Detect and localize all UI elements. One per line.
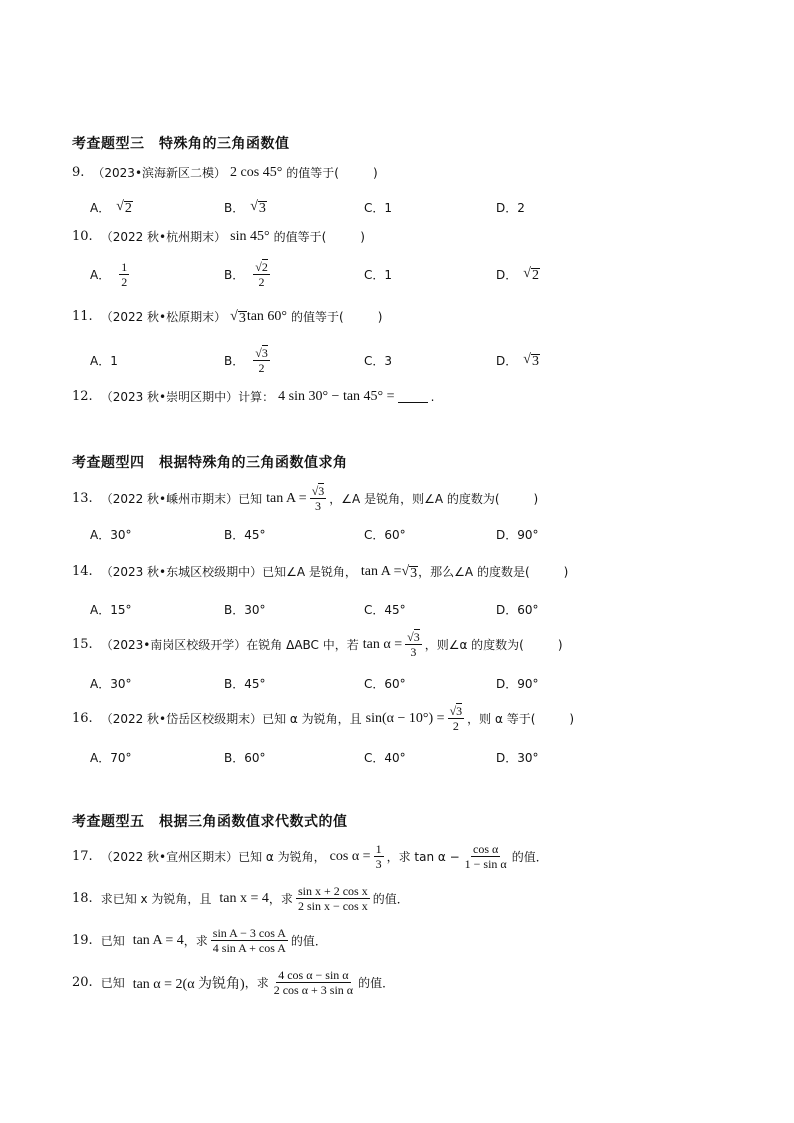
math-expression: tan 60° xyxy=(246,308,288,324)
section-title-4: 考查题型四 根据特殊角的三角函数值求角 xyxy=(72,455,348,471)
question-source: （2022 秋•宣州区期末）已知 α 为锐角， xyxy=(100,850,326,864)
option-d: D．30° xyxy=(496,750,539,765)
option-b: B．45° xyxy=(224,676,266,691)
math-expression: tan x = 4 xyxy=(219,890,269,906)
question-text: ，求 xyxy=(268,892,293,906)
option-a: A．1 xyxy=(90,353,118,368)
question-number: 16. xyxy=(72,711,93,726)
question-14 xyxy=(72,563,568,580)
sqrt: √ 3 xyxy=(401,563,418,581)
option-d: D．60° xyxy=(496,602,539,617)
question-text: ，∠A 是锐角，则∠A 的度数为( xyxy=(329,492,500,506)
option-b: B． $\frac{√2}{2}$ xyxy=(224,259,268,289)
question-text: 的值等于( xyxy=(286,166,339,180)
option-d: D． √ 2 xyxy=(496,266,539,283)
option-c: C．40° xyxy=(364,750,406,765)
fraction: $\frac{√3}{3}$ xyxy=(407,630,420,659)
section-title-3: 考查题型三 特殊角的三角函数值 xyxy=(72,136,290,152)
question-text: ，求 tan α − xyxy=(386,850,460,864)
math-expression: tan A = xyxy=(266,490,307,506)
option-a: A．30° xyxy=(90,676,132,691)
math-expression: tan α = 2(α 为锐角) xyxy=(132,976,245,992)
answer-paren: ) xyxy=(372,165,378,180)
question-source: （2023 秋•崇明区期中）计算： xyxy=(100,390,275,404)
question-source: （2023•南岗区校级开学）在锐角 ΔABC 中，若 xyxy=(100,638,359,652)
question-number: 12. xyxy=(72,389,93,404)
option-b: B． $\frac{√3}{2}$ xyxy=(224,345,268,375)
option-b: B．60° xyxy=(224,750,266,765)
question-18 xyxy=(72,884,409,913)
question-number: 9. xyxy=(72,165,85,180)
section-title-5: 考查题型五 根据三角函数值求代数式的值 xyxy=(72,814,348,830)
question-number: 11. xyxy=(72,309,93,324)
option-a: A．30° xyxy=(90,527,132,542)
option-a: A． $\frac{1}{2}$ xyxy=(90,259,128,289)
question-17 xyxy=(72,842,548,871)
sqrt: √ 2 xyxy=(116,199,132,216)
question-number: 20. xyxy=(72,975,93,990)
question-text: ，那么∠A 的度数是( xyxy=(418,565,530,579)
option-d: D． √ 3 xyxy=(496,352,539,369)
question-source: （2023•滨海新区二模） xyxy=(92,166,227,180)
question-text: 的值． xyxy=(290,934,327,948)
question-text: 的值． xyxy=(372,892,409,906)
answer-paren: ) xyxy=(533,491,539,506)
math-expression: cos α = xyxy=(329,848,371,864)
sqrt: √ 2 xyxy=(523,266,539,283)
answer-paren: ) xyxy=(557,637,563,652)
option-a: A． √ 2 xyxy=(90,199,132,216)
question-10 xyxy=(72,228,365,245)
option-d: D．90° xyxy=(496,676,539,691)
option-b: B． √ 3 xyxy=(224,199,266,216)
math-expression: tan α = xyxy=(362,636,403,652)
question-text: . xyxy=(430,389,435,404)
question-text: 的值等于( xyxy=(291,310,344,324)
math-expression: sin 45° xyxy=(230,228,270,244)
answer-paren: ) xyxy=(569,711,575,726)
option-b: B．45° xyxy=(224,527,266,542)
question-source: 求已知 x 为锐角，且 xyxy=(100,892,212,906)
sqrt: √ 3 xyxy=(250,199,266,216)
fraction: $\frac{√3}{2}$ xyxy=(449,704,463,733)
question-number: 17. xyxy=(72,849,93,864)
fraction: $\frac{√3}{2}$ xyxy=(255,345,268,375)
question-number: 10. xyxy=(72,229,93,244)
answer-paren: ) xyxy=(563,564,569,579)
question-number: 13. xyxy=(72,491,93,506)
math-expression: tan A = 4 xyxy=(132,932,184,948)
question-19 xyxy=(72,926,327,955)
math-expression: tan A = xyxy=(360,563,402,579)
answer-blank xyxy=(398,390,428,403)
fraction: $\frac{\text{sin A − 3 cos A}}{\text{4 sin A + cos A}}$ xyxy=(212,926,286,955)
question-13 xyxy=(72,484,538,513)
answer-paren: ) xyxy=(377,309,383,324)
option-c: C．45° xyxy=(364,602,406,617)
question-16 xyxy=(72,704,574,733)
fraction: $\frac{\text{cos α}}{\text{1 − sin α}}$ xyxy=(464,842,507,871)
option-c: C．1 xyxy=(364,267,393,282)
fraction: $\frac{√3}{3}$ xyxy=(311,484,325,513)
option-d: D．2 xyxy=(496,200,525,215)
question-source: （2022 秋•岱岳区校级期末）已知 α 为锐角，且 xyxy=(100,712,362,726)
question-text: ，求 xyxy=(244,976,269,990)
option-c: C．60° xyxy=(364,527,406,542)
question-number: 15. xyxy=(72,637,93,652)
sqrt: √ 3 xyxy=(523,352,539,369)
question-source: 已知 xyxy=(100,934,125,948)
answer-paren: ) xyxy=(360,229,365,244)
question-text: ，则∠α 的度数为( xyxy=(424,638,524,652)
question-12 xyxy=(72,388,434,405)
question-11 xyxy=(72,308,382,325)
option-c: C．60° xyxy=(364,676,406,691)
sqrt: √ 3 xyxy=(230,308,246,326)
option-a: A．15° xyxy=(90,602,132,617)
question-20 xyxy=(72,968,394,997)
fraction: $\frac{\text{sin x + 2 cos x}}{\text{2 sin x − cos x}}$ xyxy=(297,884,368,913)
fraction: $\frac{√2}{2}$ xyxy=(255,259,268,289)
option-b: B．30° xyxy=(224,602,266,617)
fraction: $\frac{1}{2}$ xyxy=(121,259,128,289)
question-text: 的值等于( xyxy=(273,230,327,244)
math-expression: sin(α − 10°) = xyxy=(365,710,445,726)
question-source: 已知 xyxy=(100,976,125,990)
option-c: C．1 xyxy=(364,200,393,215)
option-a: A．70° xyxy=(90,750,132,765)
math-expression: 4 sin 30° − tan 45° = xyxy=(278,388,395,404)
option-c: C．3 xyxy=(364,353,393,368)
option-d: D．90° xyxy=(496,527,539,542)
question-number: 19. xyxy=(72,933,93,948)
question-text: ，则 α 等于( xyxy=(467,712,536,726)
question-number: 18. xyxy=(72,891,93,906)
question-15 xyxy=(72,630,563,659)
question-source: （2023 秋•东城区校级期中）已知∠A 是锐角， xyxy=(100,565,357,579)
question-source: （2022 秋•松原期末） xyxy=(100,310,227,324)
math-expression: 2 cos 45° xyxy=(230,164,283,180)
question-text: 的值． xyxy=(511,850,548,864)
question-text: ，求 xyxy=(183,934,208,948)
question-number: 14. xyxy=(72,564,93,579)
question-9 xyxy=(72,164,378,181)
question-text: 的值． xyxy=(358,976,395,990)
question-source: （2022 秋•嵊州市期末）已知 xyxy=(100,492,263,506)
fraction: $\frac{1}{3}$ xyxy=(375,842,382,871)
fraction: $\frac{\text{4 cos α − sin α}}{\text{2 cos α + 3 sin α}}$ xyxy=(273,968,354,997)
question-source: （2022 秋•杭州期末） xyxy=(100,230,227,244)
